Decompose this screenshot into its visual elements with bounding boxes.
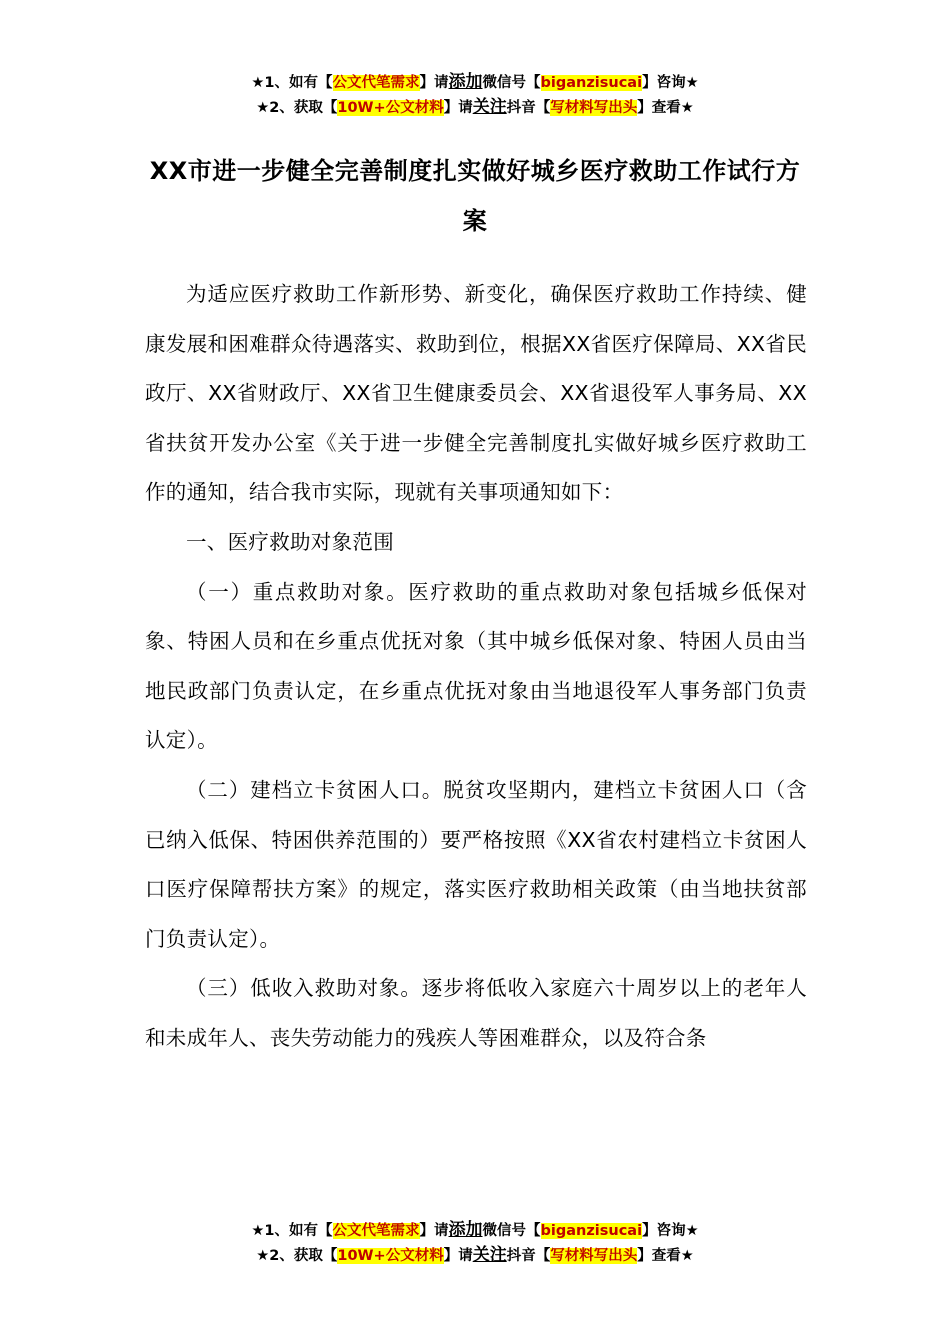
paragraph-item: （一）重点救助对象。医疗救助的重点救助对象包括城乡低保对象、特困人员和在乡重点优抚对象（其中城乡低保对象、特困人员由当地民政部门负责认定，在乡重点优抚对象由当地退役军人事务部门负责认定）。: [145, 579, 807, 753]
banner-emphasis: 添加: [448, 1220, 483, 1240]
paragraph-item: （二）建档立卡贫困人口。脱贫攻坚期内，建档立卡贫困人口（含已纳入低保、特困供养范围的）要严格按照《XX省农村建档立卡贫困人口医疗保障帮扶方案》的规定，落实医疗救助相关政策（由当地扶贫部门负责认定）。: [145, 777, 807, 951]
footer-banner: [0, 1218, 950, 1268]
banner-highlight: 公文代笔需求: [332, 75, 420, 91]
paragraph-intro: 为适应医疗救助工作新形势、新变化，确保医疗救助工作持续、健康发展和困难群众待遇落实、救助到位，根据XX省医疗保障局、XX省民政厅、XX省财政厅、XX省卫生健康委员会、XX省退役军人事务局、XX省扶贫开发办公室《关于进一步健全完善制度扎实做好城乡医疗救助工作的通知，结合我市实际，现就有关事项通知如下：: [145, 282, 807, 505]
banner-text: 】请: [419, 75, 449, 91]
banner-highlight: 公文代笔需求: [332, 1223, 420, 1239]
banner-emphasis: 添加: [448, 72, 483, 92]
banner-highlight: 写材料写出头: [550, 100, 638, 116]
banner-emphasis: 关注: [472, 97, 507, 117]
header-banner: [0, 70, 950, 120]
banner-text: ★2、获取【: [256, 1248, 338, 1264]
banner-text: 微信号【: [482, 1223, 541, 1239]
banner-text: 微信号【: [482, 75, 541, 91]
banner-text: ★1、如有【: [251, 75, 333, 91]
banner-line-1: [0, 70, 950, 95]
paragraph-item: （三）低收入救助对象。逐步将低收入家庭六十周岁以上的老年人和未成年人、丧失劳动能力的残疾人等困难群众，以及符合条: [145, 976, 807, 1050]
banner-text: 】咨询★: [642, 75, 699, 91]
section-heading: 一、医疗救助对象范围: [186, 529, 394, 554]
banner-wechat-id: biganzisucai: [540, 75, 643, 91]
banner-line-1: [0, 1218, 950, 1243]
banner-line-2: [0, 1243, 950, 1268]
banner-line-2: [0, 95, 950, 120]
banner-text: 】查看★: [637, 1248, 694, 1264]
banner-highlight: 10W+公文材料: [337, 1248, 444, 1264]
document-title: XX市进一步健全完善制度扎实做好城乡医疗救助工作试行方案: [149, 157, 801, 235]
banner-text: 】请: [443, 1248, 473, 1264]
banner-highlight: 写材料写出头: [550, 1248, 638, 1264]
banner-text: 抖音【: [506, 100, 551, 116]
banner-text: 】查看★: [637, 100, 694, 116]
banner-emphasis: 关注: [472, 1245, 507, 1265]
banner-text: 抖音【: [506, 1248, 551, 1264]
banner-text: 】请: [419, 1223, 449, 1239]
document-body: [145, 270, 807, 1064]
banner-text: 】咨询★: [642, 1223, 699, 1239]
banner-wechat-id: biganzisucai: [540, 1223, 643, 1239]
banner-text: ★1、如有【: [251, 1223, 333, 1239]
banner-text: 】请: [443, 100, 473, 116]
banner-highlight: 10W+公文材料: [337, 100, 444, 116]
banner-text: ★2、获取【: [256, 100, 338, 116]
